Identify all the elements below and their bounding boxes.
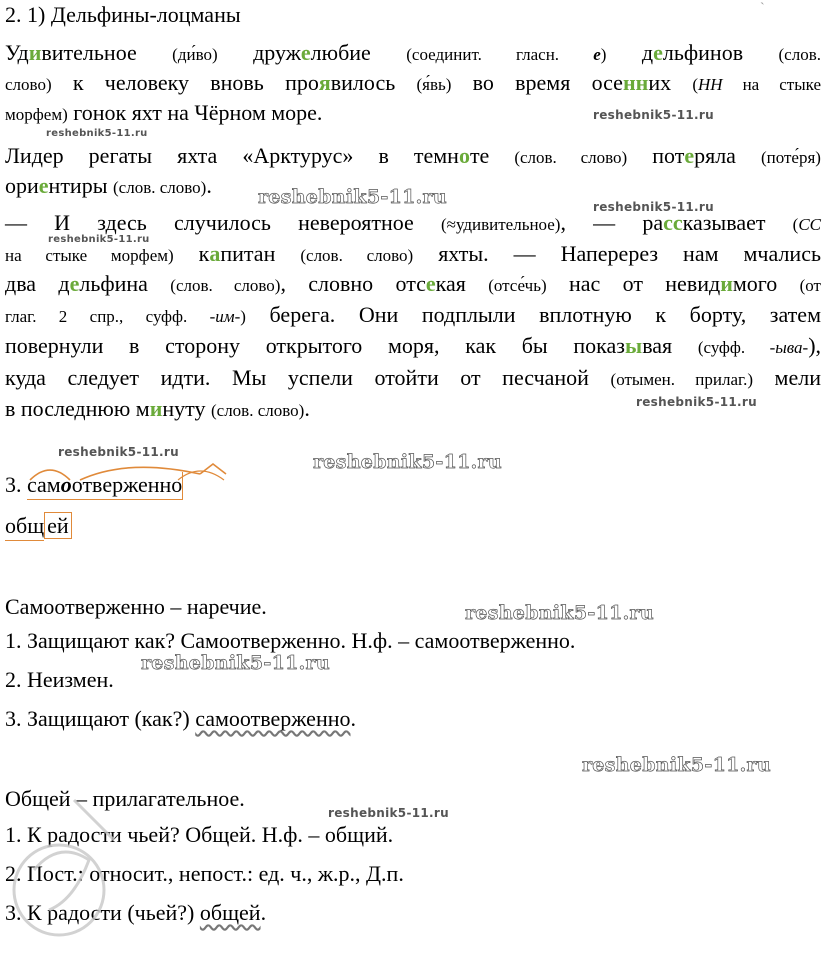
watermark: reshebnik5-11.ru — [582, 754, 771, 776]
watermark: reshebnik5-11.ru — [313, 451, 502, 473]
corner-mark: ` — [760, 1, 765, 16]
exercise-heading: 2. 1) Дельфины-лоцманы — [5, 2, 241, 27]
analysis1-item: 2. Неизмен. — [5, 667, 114, 692]
text-line: куда следует идти. Мы успели отойти от песчаной (отымен. прилаг.) мели — [5, 365, 821, 390]
watermark: reshebnik5-11.ru — [636, 395, 757, 409]
ending-box: ей — [44, 512, 72, 539]
analysis2-title: Общей – прилагательное. — [5, 786, 245, 811]
text-line: ориентиры (слов. слово). — [5, 173, 212, 198]
text-line: на стыке морфем) капитан (слов. слово) яхты. — Наперерез нам мчались — [5, 241, 822, 266]
watermark: reshebnik5-11.ru — [593, 108, 714, 122]
watermark-seal-icon — [4, 780, 134, 950]
analysis1-item: 3. Защищают (как?) самоотверженно. — [5, 706, 356, 731]
text-line: два дельфина (слов. слово), словно отсекая (отсе́чь) нас от невидимого (от — [5, 271, 821, 296]
watermark: reshebnik5-11.ru — [46, 128, 148, 139]
watermark: reshebnik5-11.ru — [58, 445, 179, 459]
analysis1-title: Самоотверженно – наречие. — [5, 594, 267, 619]
watermark: reshebnik5-11.ru — [141, 652, 330, 674]
analysis2-item: 3. К радости (чьей?) общей. — [5, 900, 267, 925]
text-line: Лидер регаты яхта «Арктурус» в темноте (слов. слово) потеряла (поте́ря) — [5, 143, 821, 168]
text-line: — И здесь случилось невероятное (≈удивительное), — рассказывает (СС — [5, 210, 821, 235]
task3-word1: 3. самоотверженно — [5, 472, 183, 498]
analysis1-item: 1. Защищают как? Самоотверженно. Н.ф. – самоотверженно. — [5, 628, 576, 653]
text-line: Удивительное (ди́во) дружелюбие (соединит. гласн. е) дельфинов (слов. — [5, 40, 821, 65]
text-line: в последнюю минуту (слов. слово). — [5, 396, 310, 421]
analysis2-item: 2. Пост.: относит., непост.: ед. ч., ж.р., Д.п. — [5, 861, 404, 886]
text-line: слово) к человеку вновь проявилось (я́вь) во время осенних (НН на стыке — [5, 70, 821, 95]
watermark: reshebnik5-11.ru — [328, 806, 449, 820]
task3-word2: общ ей — [5, 513, 72, 539]
watermark: reshebnik5-11.ru — [593, 200, 714, 214]
analysis2-item: 1. К радости чьей? Общей. Н.ф. – общий. — [5, 822, 394, 847]
watermark: reshebnik5-11.ru — [465, 602, 654, 624]
text-line: глаг. 2 спр., суфф. -им-) берега. Они подплыли вплотную к борту, затем — [5, 302, 821, 327]
text-line: повернули в сторону открытого моря, как бы показывая (суфф. -ыва-), — [5, 333, 822, 358]
watermark: reshebnik5-11.ru — [258, 186, 447, 208]
watermark: reshebnik5-11.ru — [48, 234, 150, 245]
text-line: морфем) гонок яхт на Чёрном море. — [5, 100, 323, 125]
